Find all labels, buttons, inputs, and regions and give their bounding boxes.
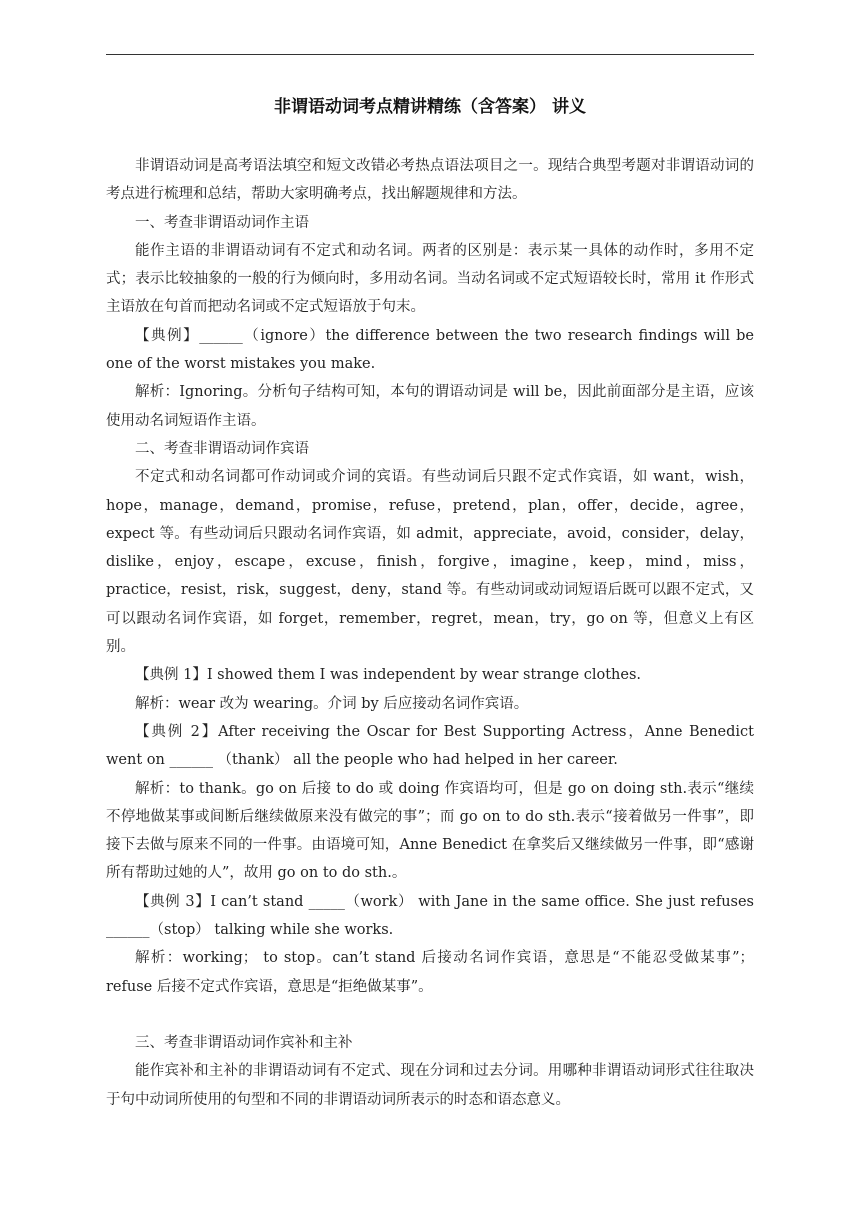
example-paragraph: 【典例 1】I showed them I was independent by wear strange clothes. [135,667,641,684]
section-heading-subject: 一、考查非谓语动词作主语 [135,214,309,231]
header-rule [106,54,754,55]
example-paragraph: 【典例】______（ignore）the difference between the two research findings will be one of the worst mistakes you make. [106,327,754,373]
section-heading-object: 二、考查非谓语动词作宾语 [135,440,309,457]
analysis-paragraph: 解析：to thank。go on 后接 to do 或 doing 作宾语均可，但是 go on doing sth.表示“继续不停地做某事或间断后继续做原来没有做完的事”；而 go on to do sth.表示“接着做另一件事”，即接下去做与原来不同的一件事。由语境可知，Anne Benedict 在拿奖后又继续做另一件事，即“感谢所有帮助过她的人”，故用 go on to do sth.。 [106,780,754,882]
intro-paragraph: 非谓语动词是高考语法填空和短文改错必考热点语法项目之一。现结合典型考题对非谓语动词的考点进行梳理和总结，帮助大家明确考点，找出解题规律和方法。 [106,158,754,203]
example-paragraph: 【典例 3】I can’t stand _____（work） with Jane in the same office. She just refuses ______（stop） talking while she works. [106,893,754,939]
analysis-paragraph: 解析：wear 改为 wearing。介词 by 后应接动名词作宾语。 [135,695,529,712]
analysis-paragraph: 解析：Ignoring。分析句子结构可知，本句的谓语动词是 will be，因此前面部分是主语，应该使用动名词短语作主语。 [106,384,754,429]
document-body [106,152,754,1114]
analysis-paragraph: 解析：working； to stop。can’t stand 后接动名词作宾语，意思是“不能忍受做某事”；refuse 后接不定式作宾语，意思是“拒绝做某事”。 [106,950,754,995]
example-paragraph: 【典例 2】After receiving the Oscar for Best Supporting Actress，Anne Benedict went on ______ （thank） all the people who had helped in her career. [106,723,754,769]
document-title: 非谓语动词考点精讲精练（含答案） 讲义 [274,97,586,117]
body-paragraph: 能作宾补和主补的非谓语动词有不定式、现在分词和过去分词。用哪种非谓语动词形式往往取决于句中动词所使用的句型和不同的非谓语动词所表示的时态和语态意义。 [106,1063,754,1108]
body-paragraph: 能作主语的非谓语动词有不定式和动名词。两者的区别是：表示某一具体的动作时，多用不定式；表示比较抽象的一般的行为倾向时，多用动名词。当动名词或不定式短语较长时，常用 it 作形式主语放在句首而把动名词或不定式短语放于句末。 [106,242,754,316]
body-paragraph: 不定式和动名词都可作动词或介词的宾语。有些动词后只跟不定式作宾语，如 want，wish，hope，manage，demand，promise，refuse，pretend，plan，offer，decide，agree，expect 等。有些动词后只跟动名词作宾语，如 admit，appreciate，avoid，consider，delay，dislike，enjoy，escape，excuse，finish，forgive，imagine，keep，mind，miss，practice，resist，risk，suggest，deny，stand 等。有些动词或动词短语后既可以跟不定式，又可以跟动名词作宾语，如 forget，remember，regret，mean，try，go on 等，但意义上有区别。 [106,469,754,656]
section-heading-complement: 三、考查非谓语动词作宾补和主补 [135,1034,353,1051]
